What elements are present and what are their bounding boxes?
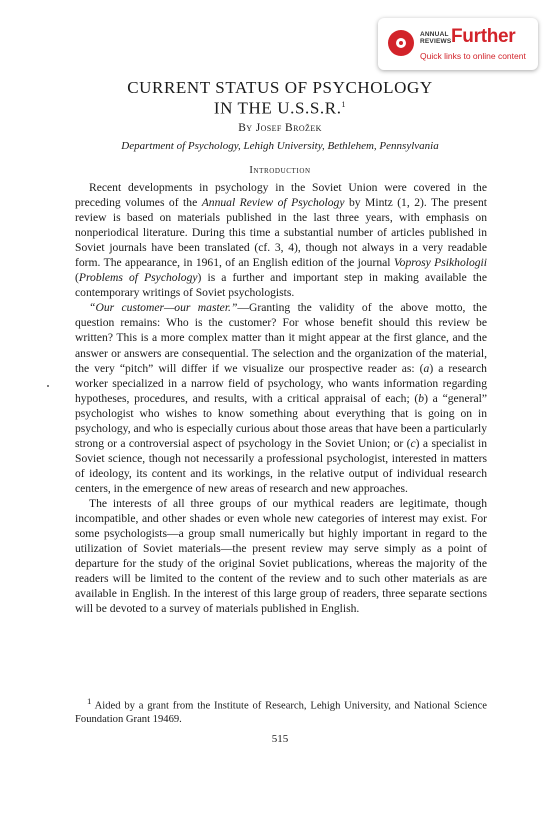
author-prefix: By bbox=[238, 122, 253, 134]
journal-title: Annual Review of Psychology bbox=[201, 196, 345, 210]
journal-name-russian: Voprosy Psikhologii bbox=[393, 256, 487, 270]
annual-reviews-logo-icon bbox=[388, 30, 414, 56]
badge-subtitle-link[interactable]: Quick links to online content bbox=[420, 51, 526, 61]
footnote bbox=[75, 695, 487, 727]
page-number: 515 bbox=[271, 733, 289, 745]
footnote-marker: 1 bbox=[87, 696, 92, 706]
badge-brand-label: Further bbox=[451, 26, 516, 47]
author-affiliation: Department of Psychology, Lehigh University, Bethlehem, Pennsylvania bbox=[121, 140, 439, 152]
section-heading-introduction: Introduction bbox=[249, 165, 311, 176]
paragraph-2: “Our customer—our master.”—Granting the validity of the above motto, the question remains: Who is the customer? For whose benefit should this review be written? This is a more complex matter than it might appear at the first glance, and the answer or answers are consequential. The selection and the organization of the material, the very “pitch” will differ if we visualize our prospective reader as: (a) a research worker specialized in a narrow field of psychology, who wants information regarding hypotheses, procedures, and results, with a critical appraisal of each; (b) a “general” psychologist who wishes to know something about everything that is going on in psychology, and who is especially curious about those areas that have been a particularly strong or a controversial aspect of psychology in the Soviet Union; or (c) a specialist in Soviet science, though not necessarily a professional psychologist, interested in matters of ideology, its content and its workings, in the relative output of individual research centers, in the emergence of new areas of research and new approaches. bbox=[75, 301, 487, 495]
title-line-1: CURRENT STATUS OF PSYCHOLOGY bbox=[127, 78, 433, 97]
paragraph-1: Recent developments in psychology in the Soviet Union were covered in the preceding volumes of the Annual Review of Psychology by Mintz (1, 2). The present review is based on materials published in the last three years, with emphasis on nonperiodical literature. During this time a substantial number of articles published in Soviet journals have been translated (cf. 3, 4), though not always in a very readable form. The appearance, in 1961, of an English edition of the journal Voprosy Psikhologii (Problems of Psychology) is a further and important step in making available the contemporary writings of Soviet psychologists. bbox=[75, 181, 488, 300]
journal-name-english: Problems of Psychology bbox=[78, 271, 198, 285]
scan-speck bbox=[47, 385, 49, 387]
badge-publisher-label: ANNUAL REVIEWS bbox=[420, 31, 452, 45]
paragraph-3: The interests of all three groups of our mythical readers are legitimate, though incompatible, and other shades or even whole new categories of interest may exist. For some psychologists—a group small numerically but highly important in regard to the utilization of Soviet materials—the present review may serve simply as a point of departure for the study of the original Soviet publications, whereas the majority of the readers will be limited to the content of the review and to such other materials as are available in English. In the interest of this large group of readers, three separate sections will be devoted to a survey of materials published in English. bbox=[75, 496, 487, 616]
motto: “Our customer—our master.” bbox=[89, 301, 238, 315]
title-line-2: IN THE U.S.S.R. bbox=[213, 98, 342, 118]
footnote-text: Aided by a grant from the Institute of Research, Lehigh University, and National Science Foundation Grant 19469. bbox=[75, 700, 487, 726]
article-title bbox=[0, 79, 560, 117]
author-name: Josef Brožek bbox=[255, 122, 322, 134]
author-line bbox=[0, 122, 560, 134]
article-body bbox=[75, 180, 487, 616]
annual-reviews-further-badge[interactable] bbox=[378, 18, 538, 70]
title-footnote-marker[interactable]: 1 bbox=[341, 100, 347, 109]
